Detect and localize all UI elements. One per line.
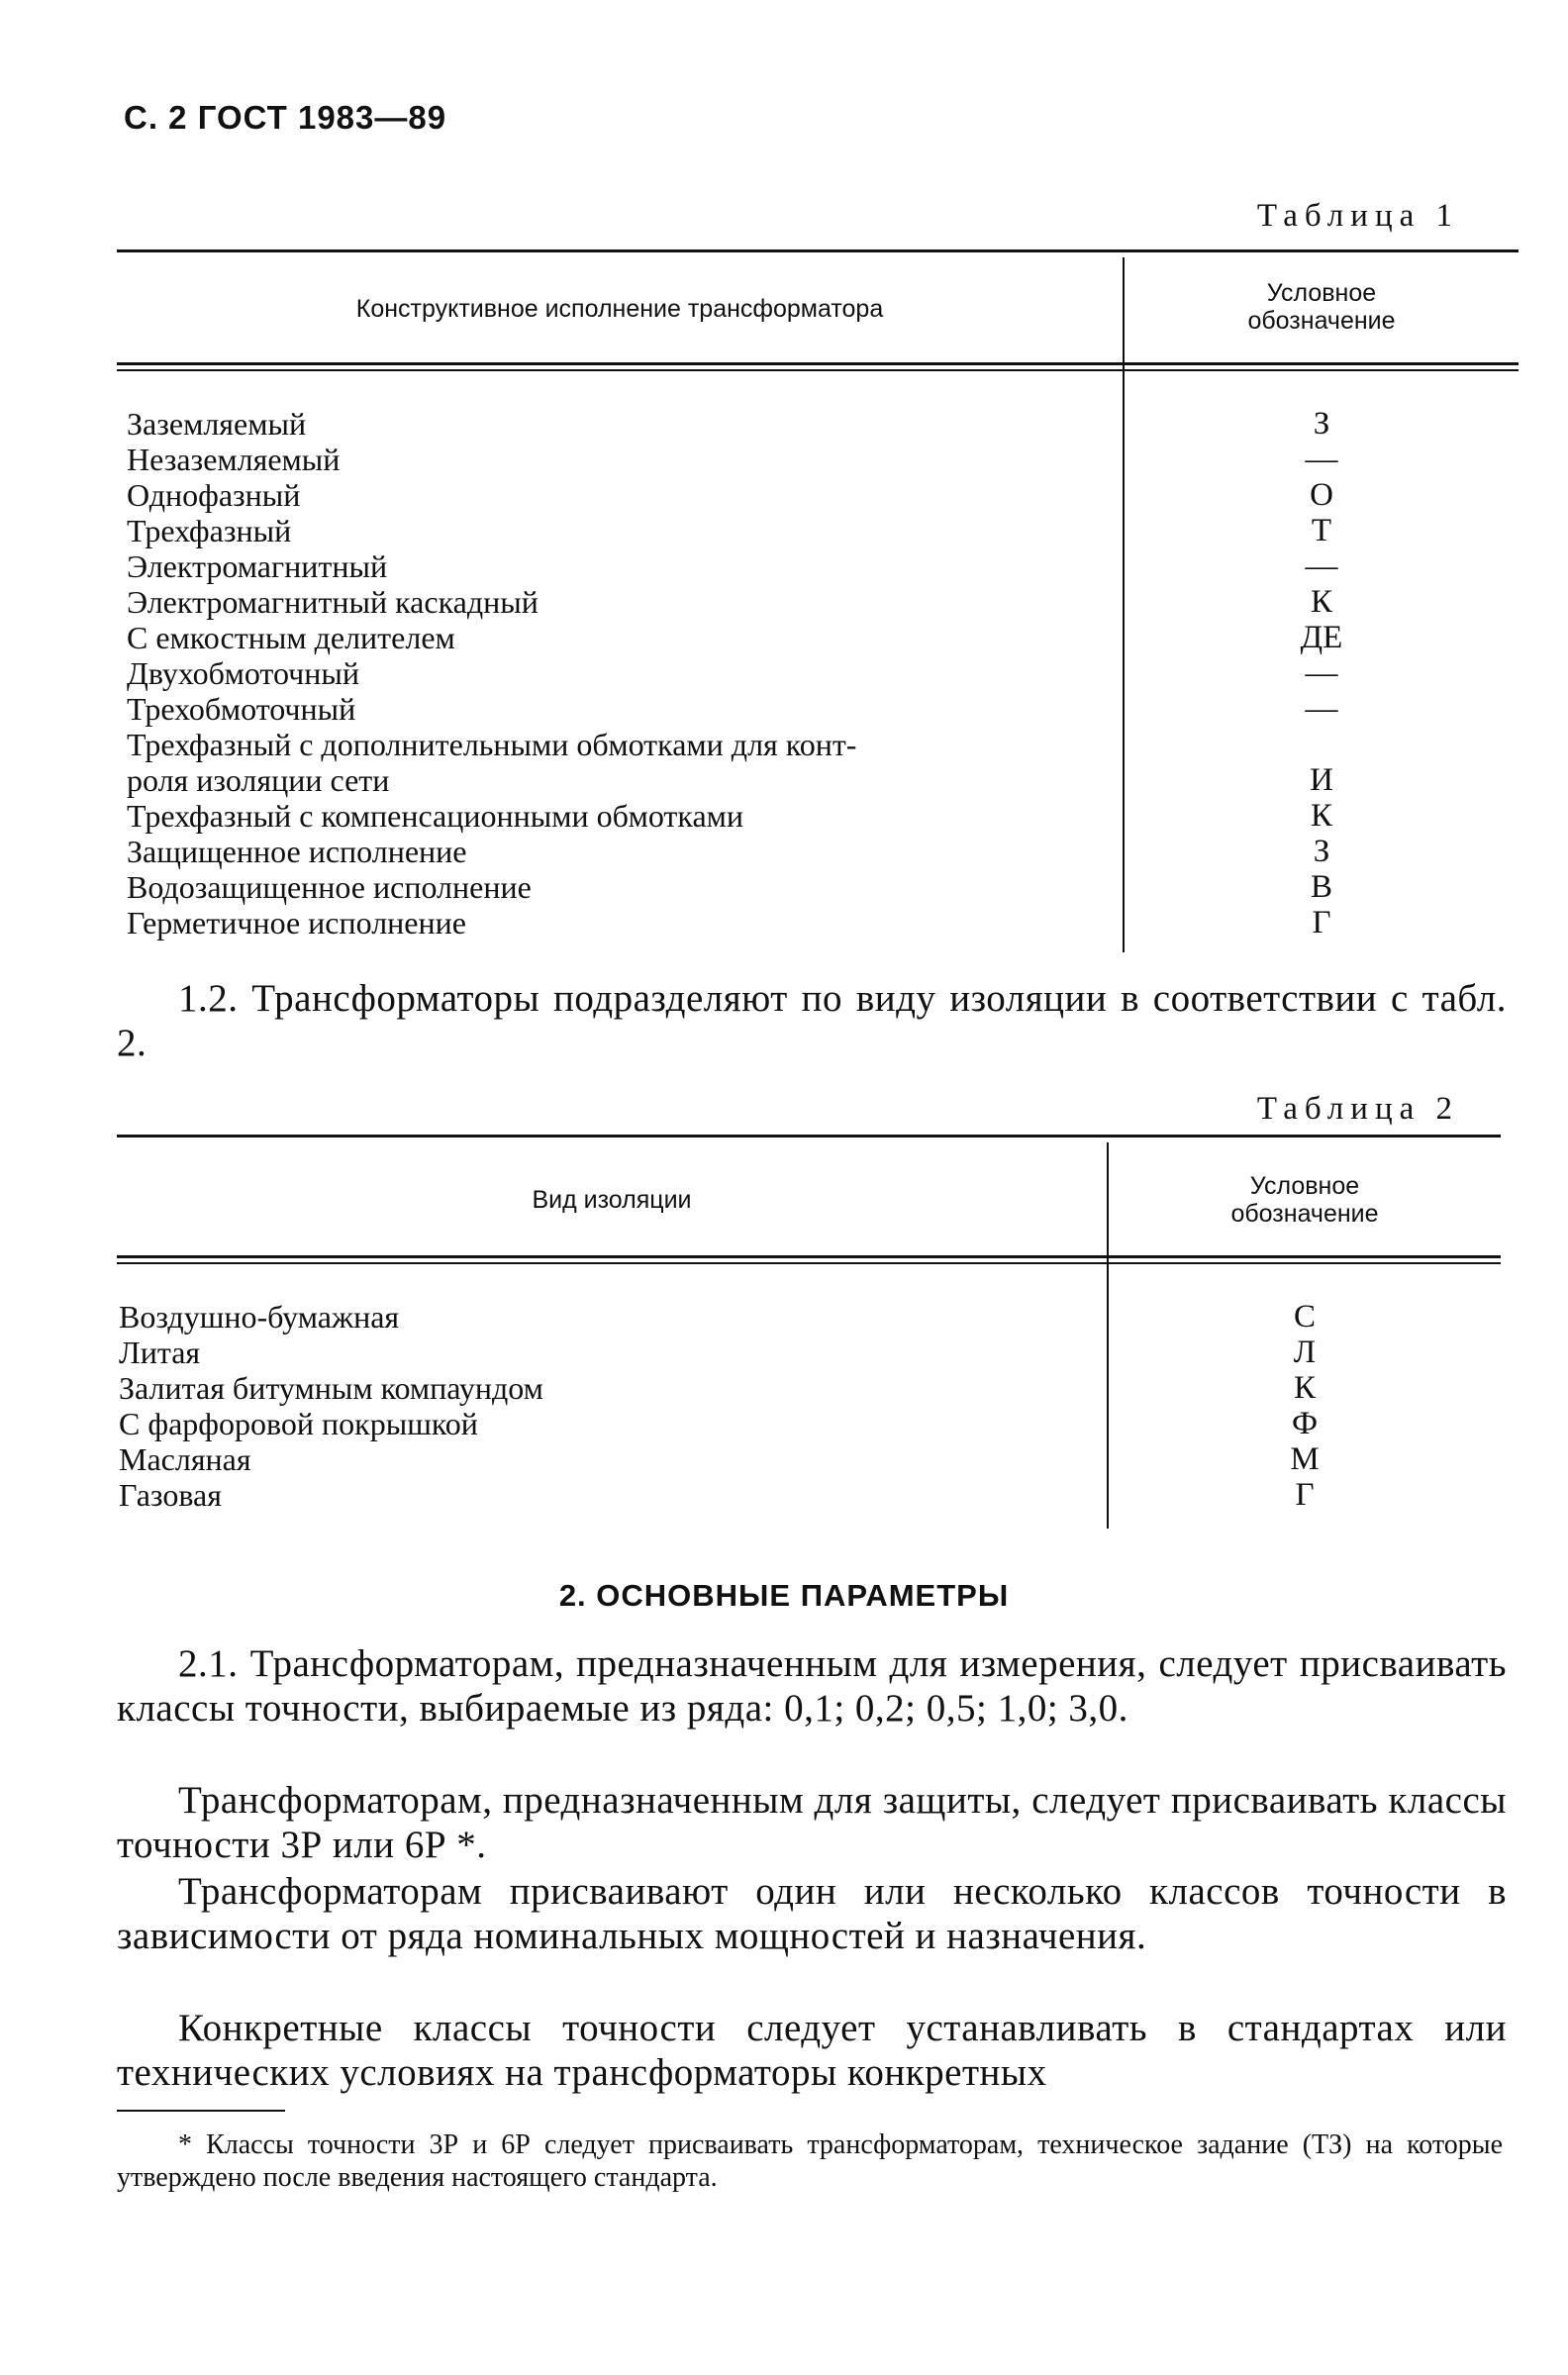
table-2-header-code	[1109, 1172, 1501, 1228]
table-1-row-code: К	[1310, 798, 1332, 834]
table-1-header-code-line2: обозначение	[1247, 307, 1396, 335]
table-2-header-code-line1: Условное	[1249, 1172, 1360, 1200]
table-2-row-code: Г	[1295, 1477, 1315, 1513]
table-1-row-name: Водозащищенное исполнение	[127, 869, 532, 905]
table-1-row-name: Герметичное исполнение	[127, 905, 466, 940]
footnote-rule	[117, 2110, 285, 2112]
table-1-row-name: Двухобмоточный	[127, 655, 359, 691]
table-1-row-name: Трехфазный с дополнительными обмотками для конт-	[127, 727, 857, 762]
table-2-row-name: Литая	[119, 1335, 201, 1370]
table-2-row-name: Залитая битумным компаундом	[119, 1370, 543, 1406]
table-2-header-code-line2: обозначение	[1230, 1200, 1379, 1228]
table-2-row-name: Воздушно-бумажная	[119, 1299, 400, 1335]
table-1-row-name: Электромагнитный каскадный	[127, 584, 539, 620]
table-2-label: Таблица 2	[1256, 1091, 1459, 1127]
table-2	[117, 1135, 1501, 1529]
table-1-header-code-line1: Условное	[1266, 279, 1377, 307]
table-1-row-name: роля изоляции сети	[127, 762, 390, 798]
table-2-header-name: Вид изоляции	[532, 1186, 692, 1214]
table-1-row-name: Трехобмоточный	[127, 691, 356, 727]
table-2-name-list	[119, 1299, 543, 1513]
paragraph-1-2: 1.2. Трансформаторы подразделяют по виду изоляции в соответствии с табл. 2.	[117, 977, 1507, 1064]
table-2-header-rule	[117, 1255, 1501, 1264]
table-1-row-code: —	[1305, 691, 1338, 727]
table-2-row-code: Л	[1293, 1335, 1317, 1370]
table-1-row-code: ДЕ	[1300, 620, 1343, 655]
table-2-row-name: Газовая	[119, 1477, 222, 1513]
table-1-row-code: О	[1310, 477, 1333, 513]
table-1-row-code: З	[1313, 834, 1330, 869]
table-1-row-code: З	[1313, 406, 1330, 442]
table-2-row-name: С фарфоровой покрышкой	[119, 1406, 478, 1441]
table-1-row-code: —	[1305, 442, 1338, 477]
table-2-code-list	[1109, 1299, 1501, 1513]
table-1-code-list	[1125, 406, 1519, 940]
footnote: * Классы точности 3Р и 6Р следует присваивать трансформаторам, техническое задание (ТЗ) на которые утверждено после введения настоящего стандарта.	[117, 2129, 1503, 2193]
paragraph-protection: Трансформаторам, предназначенным для защиты, следует присваивать классы точности 3Р или 6Р *.	[117, 1779, 1507, 1866]
table-2-row-name: Масляная	[119, 1441, 251, 1477]
table-1-row-name: Незаземляемый	[127, 442, 341, 477]
table-1-header-code	[1125, 279, 1519, 335]
table-1-row-name: Трехфазный с компенсационными обмотками	[127, 798, 744, 834]
table-1	[117, 249, 1519, 952]
table-1-row-name: С емкостным делителем	[127, 620, 455, 655]
table-1-header-name: Конструктивное исполнение трансформатора	[355, 295, 884, 323]
table-1-row-name: Защищенное исполнение	[127, 834, 467, 869]
table-1-row-name: Электромагнитный	[127, 548, 388, 584]
table-1-row-code: К	[1310, 584, 1332, 620]
table-1-row-name: Однофазный	[127, 477, 301, 513]
table-2-row-code: К	[1293, 1370, 1316, 1406]
table-2-row-code: Ф	[1291, 1406, 1319, 1441]
table-1-row-code: —	[1305, 548, 1338, 584]
table-1-row-code	[1125, 727, 1519, 762]
table-1-row-code: —	[1305, 655, 1338, 691]
paragraph-specific: Конкретные классы точности следует устанавливать в стандартах или технических условиях на трансформаторы конкретных	[117, 2007, 1507, 2094]
table-1-header-rule	[117, 362, 1519, 371]
table-1-row-name: Заземляемый	[127, 406, 307, 442]
table-1-row-code: И	[1310, 762, 1333, 798]
page-header: С. 2 ГОСТ 1983—89	[124, 99, 447, 136]
table-1-top-rule	[117, 249, 1519, 252]
table-1-row-name: Трехфазный	[127, 513, 292, 548]
table-1-row-code: В	[1310, 869, 1332, 905]
paragraph-classes: Трансформаторам присваивают один или несколько классов точности в зависимости от ряда номинальных мощностей и назначения.	[117, 1870, 1507, 1957]
table-1-row-code: Г	[1312, 905, 1331, 940]
table-2-row-code: М	[1290, 1441, 1320, 1477]
table-1-row-code: Т	[1311, 513, 1332, 548]
paragraph-2-1: 2.1. Трансформаторам, предназначенным для измерения, следует присваивать классы точности, выбираемые из ряда: 0,1; 0,2; 0,5; 1,0; 3,0.	[117, 1642, 1507, 1730]
table-2-top-rule	[117, 1135, 1501, 1138]
table-1-label: Таблица 1	[1256, 198, 1459, 234]
section-title: 2. ОСНОВНЫЕ ПАРАМЕТРЫ	[558, 1578, 1010, 1613]
table-1-name-list	[127, 406, 856, 940]
table-2-row-code: С	[1293, 1299, 1316, 1335]
